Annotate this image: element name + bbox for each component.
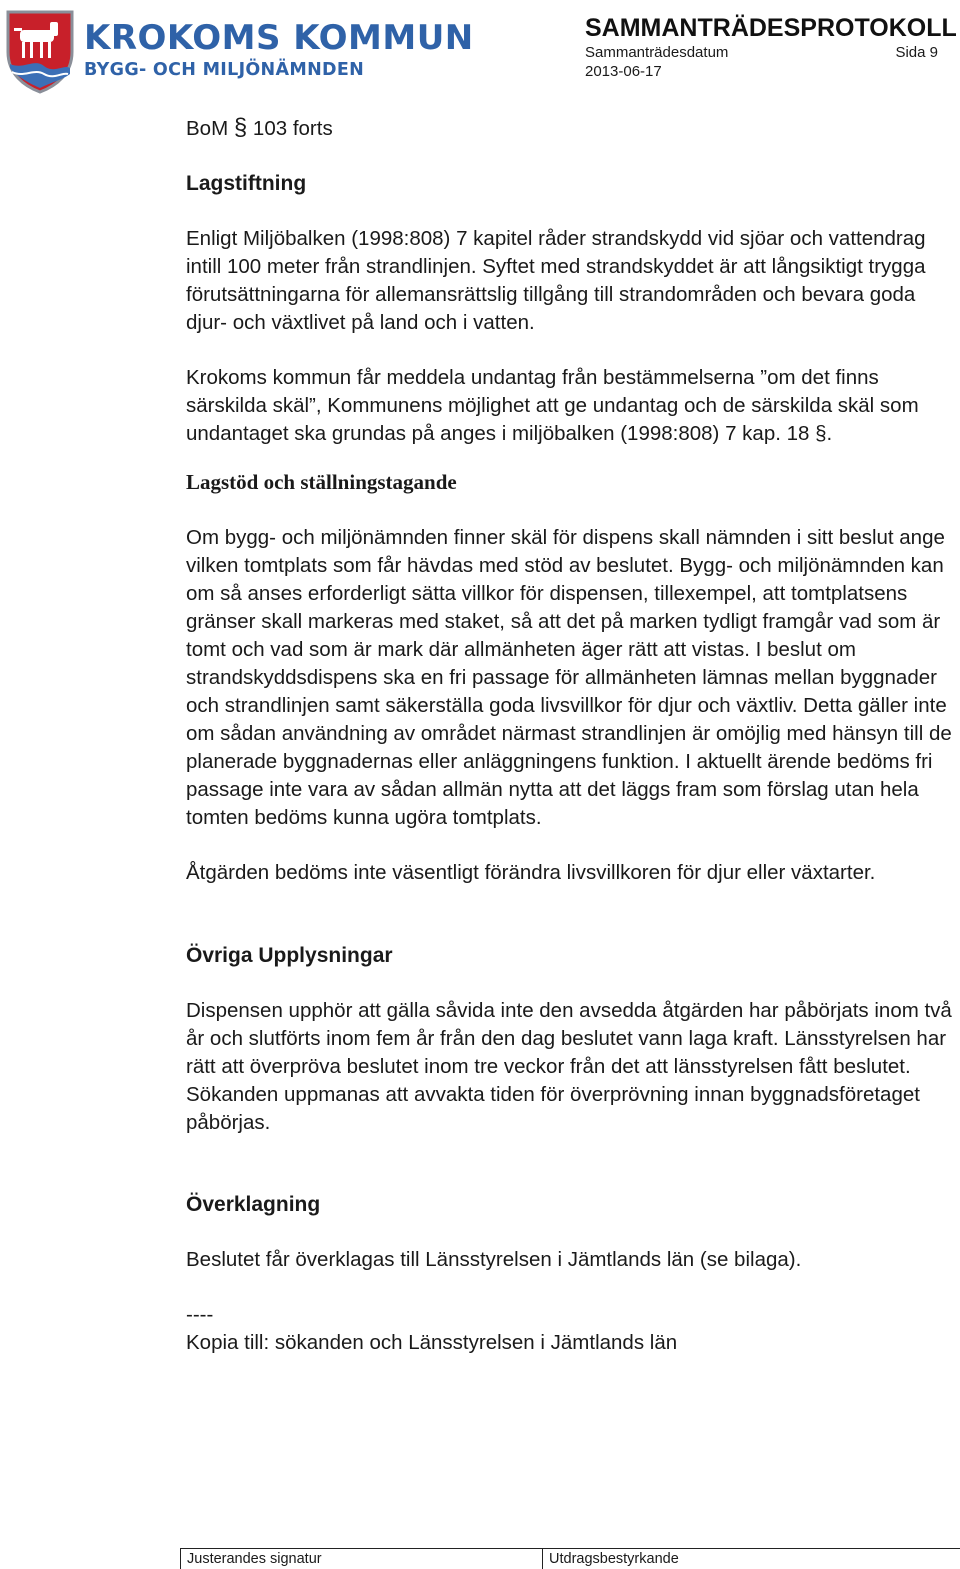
paragraph-lagstiftning-1: Enligt Miljöbalken (1998:808) 7 kapitel råder strandskydd vid sjöar och vattendrag intill 100 meter från strandlinjen. Syftet med strandskyddet är att långsiktigt trygga förutsättningarna för allemansrättslig tillgång till strandområden och bevara goda djur- och växtlivet på land och i vatten. [186,227,926,334]
paragraph-overklagning: Beslutet får överklagas till Länsstyrelsen i Jämtlands län (se bilaga). [186,1248,802,1271]
paragraph-kopia: Kopia till: sökanden och Länsstyrelsen i Jämtlands län [186,1331,678,1354]
utdragsbestyrkande-label: Utdragsbestyrkande [549,1551,679,1567]
separator-dashes: ---- [186,1303,214,1326]
paragraph-lagstod-1: Om bygg- och miljönämnden finner skäl för dispens skall nämnden i sitt beslut ange vilken tomtplats som får hävdas med stöd av beslutet. Bygg- och miljönämnden kan om så anses erforderligt sätta villkor för dispensen, tillexempel, att tomtplatsens gränser skall markeras med staket, så att det på marken tydligt framgår vad som är tomt och vad som är mark där allmänheten äger rätt att vistas. I beslut om strandskyddsdispens ska en fri passage för allmänheten lämnas mellan byggnader och strandlinjen samt säkerställa goda livsvillkor för djur och växtliv. Detta gäller inte om sådan användning av området närmast strandlinjen är omöjlig med hänsyn till de planerade byggnadernas eller anläggningens funktion. I aktuellt ärende bedöms fri passage inte vara av sådan allmän nytta att det läggs fram som förslag utan hela tomten bedöms kunna ugöra tomtplats. [186,526,952,829]
paragraph-lagstod-2: Åtgärden bedöms inte väsentligt förändra livsvillkoren för djur eller växtarter. [186,861,876,884]
coat-of-arms-icon [4,8,76,94]
document-body [186,114,952,1357]
heading-lagstiftning: Lagstiftning [186,172,307,195]
page-number: Sida 9 [895,44,938,61]
meeting-date: 2013-06-17 [585,63,662,80]
utdragsbestyrkande-cell [542,1549,949,1569]
municipality-logo [4,8,474,98]
heading-ovriga-upplysningar: Övriga Upplysningar [186,944,393,967]
paragraph-lagstiftning-2: Krokoms kommun får meddela undantag från bestämmelserna ”om det finns särskilda skäl”, Kommunens möjlighet att ge undantag och de särskilda skäl som undantaget ska grundas på anges i miljöbalken (1998:808) 7 kap. 18 §. [186,366,919,445]
justerandes-signatur-label: Justerandes signatur [187,1551,322,1567]
heading-lagstod: Lagstöd och ställningstagande [186,470,457,494]
signature-footer [180,1548,960,1569]
heading-overklagning: Överklagning [186,1193,321,1216]
brand-name: KROKOMS KOMMUN [84,18,474,58]
section-symbol: § [233,114,248,141]
section-reference [186,114,952,143]
paragraph-ovriga: Dispensen upphör att gälla såvida inte den avsedda åtgärden har påbörjats inom två år och slutförts inom fem år från den dag beslutet vann laga kraft. Länsstyrelsen har rätt att överpröva beslutet inom tre veckor från det att länsstyrelsen fått beslutet. Sökanden uppmanas att avvakta tiden för överprövning innan byggnadsföretaget påbörjas. [186,999,952,1134]
document-title: SAMMANTRÄDESPROTOKOLL [585,14,957,42]
reference-suffix: 103 forts [252,117,333,140]
reference-prefix: BoM [186,117,229,140]
justerandes-signatur-cell [180,1549,547,1569]
brand-subtitle: BYGG- OCH MILJÖNÄMNDEN [84,60,365,80]
meeting-date-label: Sammanträdesdatum [585,44,729,61]
